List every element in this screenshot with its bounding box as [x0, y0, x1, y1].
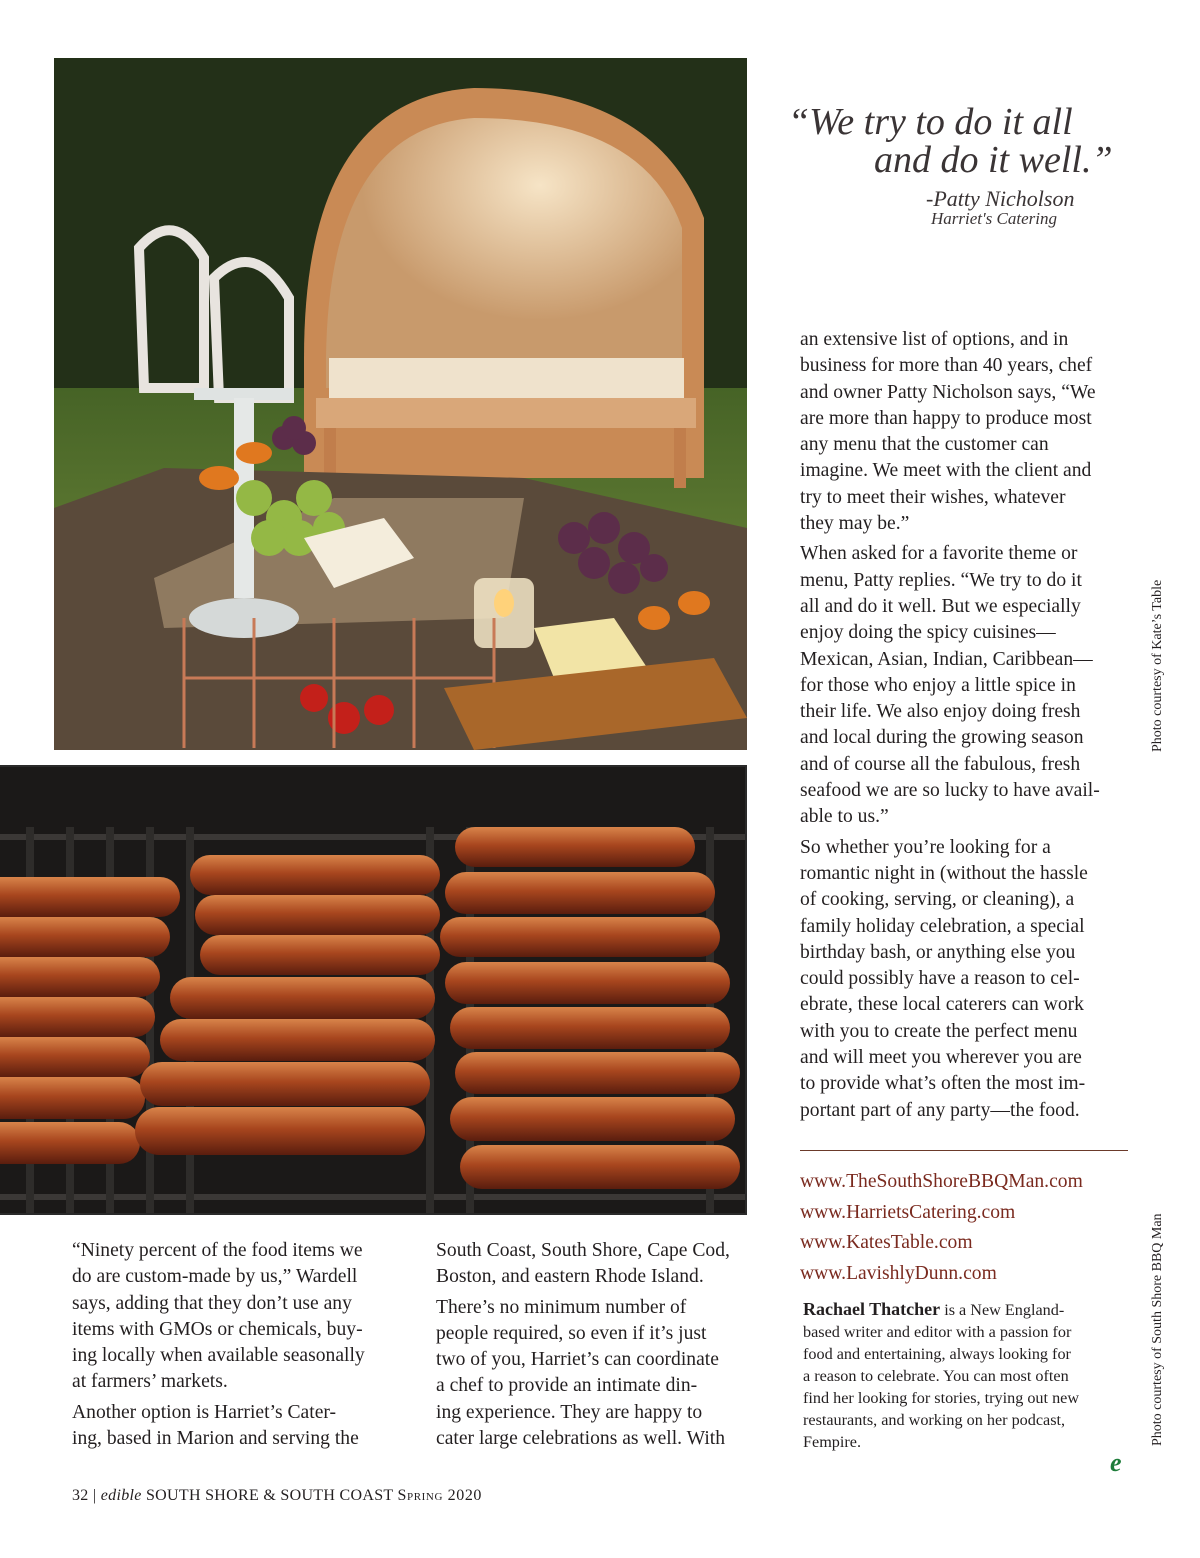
text-line: is a New England- [940, 1301, 1065, 1319]
text-line: enjoy doing the spicy cuisines— [800, 622, 1056, 644]
issue-label: Spring 2020 [397, 1487, 483, 1504]
publication-name: SOUTH SHORE & SOUTH COAST [145, 1487, 394, 1504]
text-line: and will meet you wherever you are [800, 1047, 1082, 1069]
text-line: try to meet their wishes, whatever [800, 486, 1066, 508]
right-paragraph-2 [800, 541, 1135, 830]
text-line: business for more than 40 years, chef [800, 355, 1093, 377]
text-line: and of course all the fabulous, fresh [800, 753, 1081, 775]
page-number: 32 [72, 1487, 89, 1504]
text-line: Boston, and eastern Rhode Island. [436, 1266, 704, 1288]
link-kates-table[interactable]: www.KatesTable.com [800, 1232, 973, 1253]
text-line: for those who enjoy a little spice in [800, 674, 1076, 696]
text-line: There’s no minimum number of [436, 1296, 687, 1318]
text-line: two of you, Harriet’s can coordinate [436, 1349, 719, 1371]
text-line: ebrate, these local caterers can work [800, 994, 1084, 1016]
text-line: seafood we are so lucky to have avail- [800, 780, 1100, 802]
publication-edible: edible [100, 1487, 142, 1504]
text-line: says, adding that they don’t use any [72, 1292, 352, 1314]
grilled-sausages-photo [0, 765, 747, 1215]
column-b-paragraph-1 [436, 1238, 766, 1291]
text-line: are more than happy to produce most [800, 407, 1092, 429]
text-line: all and do it well. But we especially [800, 595, 1081, 617]
text-line: an extensive list of options, and in [800, 329, 1069, 350]
author-bio [803, 1298, 1133, 1453]
column-b-paragraph-2 [436, 1295, 766, 1453]
photo-credit-top: Photo courtesy of Kate’s Table [1150, 579, 1165, 752]
pull-quote-line-1: “We try to do it all [788, 101, 1073, 143]
text-line: food and entertaining, always looking for [803, 1345, 1071, 1363]
column-a-paragraph-1 [72, 1238, 402, 1396]
right-paragraph-3 [800, 835, 1135, 1124]
link-lavishly-dunn[interactable]: www.LavishlyDunn.com [800, 1262, 997, 1284]
bottom-column-middle [436, 1238, 766, 1456]
grilled-sausages-illustration [0, 767, 745, 1213]
catering-display-photo [54, 58, 747, 750]
text-line: to provide what’s often the most im- [800, 1073, 1086, 1095]
section-divider [800, 1150, 1128, 1151]
text-line: Fempire. [803, 1433, 861, 1451]
resource-links [800, 1167, 1083, 1289]
right-column-text [800, 327, 1135, 1128]
text-line: portant part of any party—the food. [800, 1099, 1080, 1121]
text-line: find her looking for stories, trying out new [803, 1389, 1080, 1407]
bio-line-1 [803, 1298, 1133, 1321]
edible-end-mark-icon: e [1110, 1448, 1122, 1477]
text-line: Another option is Harriet’s Cater- [72, 1401, 337, 1423]
text-line: any menu that the customer can [800, 434, 1049, 456]
text-line: cater large celebrations as well. With [436, 1428, 726, 1450]
photo-credit-bottom: Photo courtesy of South Shore BBQ Man [1150, 1213, 1165, 1446]
text-line: could possibly have a reason to cel- [800, 968, 1080, 990]
catering-display-illustration [54, 58, 747, 750]
text-line: So whether you’re looking for a [800, 836, 1051, 858]
text-line: a chef to provide an intimate din- [436, 1375, 698, 1397]
text-line: their life. We also enjoy doing fresh [800, 701, 1081, 723]
text-line: and local during the growing season [800, 727, 1084, 749]
text-line: family holiday celebration, a special [800, 915, 1085, 937]
text-line: romantic night in (without the hassle [800, 862, 1088, 884]
pull-quote-organization: Harriet's Catering [931, 209, 1057, 228]
text-line: and owner Patty Nicholson says, “We [800, 381, 1096, 403]
right-paragraph-1 [800, 327, 1135, 537]
author-name: Rachael Thatcher [803, 1299, 941, 1319]
text-line: people required, so even if it’s just [436, 1322, 707, 1344]
text-line: at farmers’ markets. [72, 1371, 228, 1393]
pull-quote-line-2: and do it well.” [874, 139, 1113, 181]
text-line: menu, Patty replies. “We try to do it [800, 569, 1082, 591]
pull-quote-author: -Patty Nicholson [926, 186, 1075, 211]
text-line: imagine. We meet with the client and [800, 460, 1092, 482]
page-folio [72, 1487, 482, 1505]
text-line: “Ninety percent of the food items we [72, 1240, 363, 1261]
text-line: Mexican, Asian, Indian, Caribbean— [800, 648, 1093, 670]
text-line: birthday bash, or anything else you [800, 941, 1076, 963]
text-line: ing, based in Marion and serving the [72, 1428, 359, 1450]
text-line: of cooking, serving, or cleaning), a [800, 889, 1075, 911]
text-line: When asked for a favorite theme or [800, 543, 1078, 565]
text-line: able to us.” [800, 806, 889, 828]
text-line: based writer and editor with a passion for [803, 1323, 1072, 1341]
text-line: restaurants, and working on her podcast, [803, 1411, 1066, 1429]
text-line: a reason to celebrate. You can most often [803, 1367, 1069, 1385]
link-south-shore-bbq-man[interactable]: www.TheSouthShoreBBQMan.com [800, 1171, 1083, 1192]
link-harriets-catering[interactable]: www.HarrietsCatering.com [800, 1201, 1016, 1223]
text-line: do are custom-made by us,” Wardell [72, 1266, 358, 1288]
folio-separator: | [92, 1487, 97, 1504]
text-line: items with GMOs or chemicals, buy- [72, 1318, 363, 1340]
text-line: ing locally when available seasonally [72, 1345, 365, 1367]
column-a-paragraph-2 [72, 1400, 402, 1453]
text-line: with you to create the perfect menu [800, 1020, 1078, 1042]
text-line: ing experience. They are happy to [436, 1401, 703, 1423]
text-line: South Coast, South Shore, Cape Cod, [436, 1240, 730, 1261]
bottom-column-left [72, 1238, 402, 1456]
text-line: they may be.” [800, 513, 910, 535]
